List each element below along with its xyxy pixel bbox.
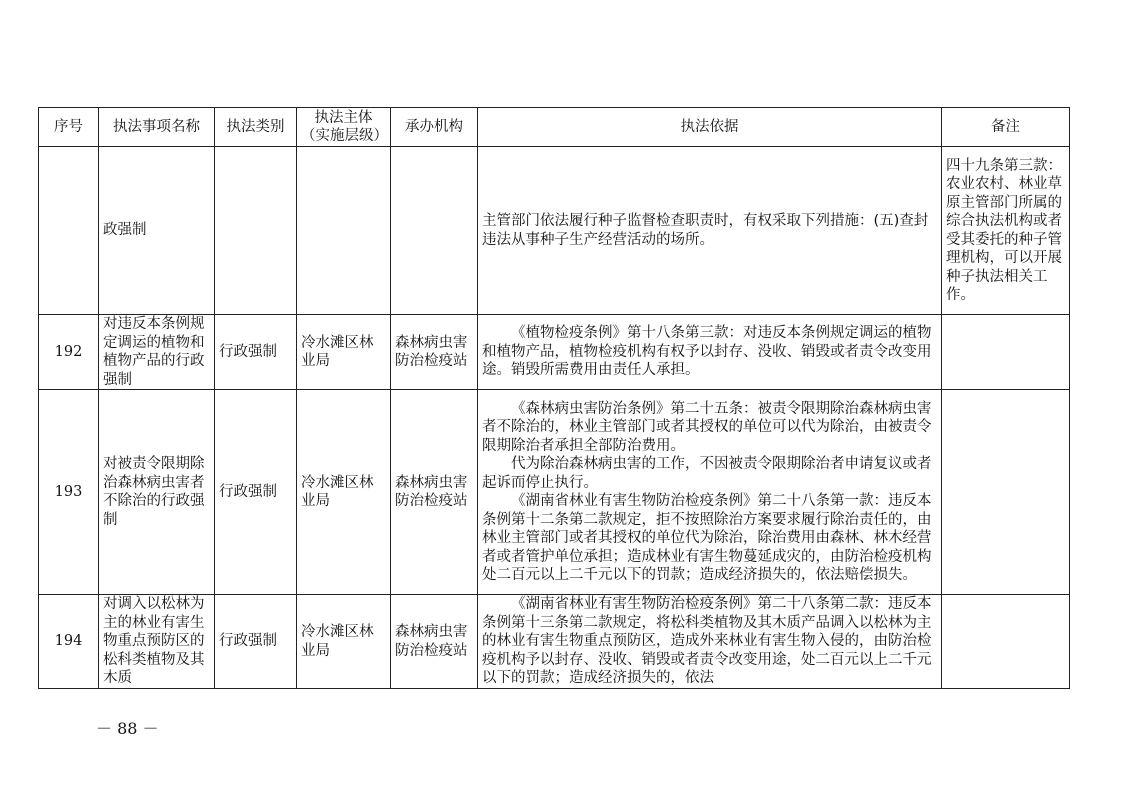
cell-note — [942, 315, 1070, 390]
cell-category: 行政强制 — [215, 315, 297, 390]
basis-paragraph: 《植物检疫条例》第十八条第三款：对违反本条例规定调运的植物和植物产品，植物检疫机构有权予以封存、没收、销毁或者责令改变用途。销毁所需费用由责任人承担。 — [482, 325, 932, 379]
cell-category — [215, 147, 297, 315]
page-number: － 88 － — [96, 719, 159, 738]
header-item: 执法事项名称 — [99, 108, 215, 147]
cell-category: 行政强制 — [215, 595, 297, 689]
cell-basis — [478, 595, 942, 689]
cell-basis: 主管部门依法履行种子监督检查职责时，有权采取下列措施：(五)查封违法从事种子生产经营活动的场所。 — [478, 147, 942, 315]
cell-seq: 194 — [39, 595, 99, 689]
cell-item: 政强制 — [99, 147, 215, 315]
cell-subject: 冷水滩区林业局 — [297, 390, 391, 595]
cell-subject — [297, 147, 391, 315]
enforcement-table — [38, 107, 1070, 689]
basis-paragraph: 《湖南省林业有害生物防治检疫条例》第二十八条第一款：违反本条例第十二条第二款规定，拒不按照除治方案要求履行除治责任的，由林业主管部门或者其授权的单位代为除治，除治费用由森林、林木经营者或者管护单位承担；造成林业有害生物蔓延成灾的，由防治检疫机构处二百元以上二千元以下的罚款；造成经济损失的，依法赔偿损失。 — [482, 493, 932, 583]
cell-seq: 193 — [39, 390, 99, 595]
table-row — [39, 390, 1070, 595]
header-seq: 序号 — [39, 108, 99, 147]
table-row — [39, 315, 1070, 390]
table-row — [39, 595, 1070, 689]
cell-category: 行政强制 — [215, 390, 297, 595]
header-subject-line1: 执法主体 — [314, 109, 373, 126]
cell-org — [391, 147, 478, 315]
cell-subject: 冷水滩区林业局 — [297, 315, 391, 390]
cell-basis — [478, 390, 942, 595]
header-category: 执法类别 — [215, 108, 297, 147]
header-row — [39, 108, 1070, 147]
cell-note — [942, 390, 1070, 595]
header-subject — [297, 108, 391, 147]
cell-seq — [39, 147, 99, 315]
cell-item: 对调入以松林为主的林业有害生物重点预防区的松科类植物及其木质 — [99, 595, 215, 689]
header-org: 承办机构 — [391, 108, 478, 147]
basis-paragraph: 代为除治森林病虫害的工作，不因被责令限期除治者申请复议或者起诉而停止执行。 — [482, 456, 932, 491]
cell-item: 对被责令限期除治森林病虫害者不除治的行政强制 — [99, 390, 215, 595]
header-note: 备注 — [942, 108, 1070, 147]
cell-note — [942, 595, 1070, 689]
table-row-continued — [39, 147, 1070, 315]
cell-subject: 冷水滩区林业局 — [297, 595, 391, 689]
header-subject-line2: （实施层级） — [301, 128, 388, 144]
basis-paragraph: 《湖南省林业有害生物防治检疫条例》第二十八条第二款：违反本条例第十三条第二款规定，将松科类植物及其木质产品调入以松林为主的林业有害生物重点预防区，造成外来林业有害生物入侵的，由防治检疫机构予以封存、没收、销毁或者责令改变用途，处二百元以上二千元以下的罚款；造成经济损失的，依法 — [482, 596, 932, 687]
cell-org: 森林病虫害防治检疫站 — [391, 315, 478, 390]
cell-org: 森林病虫害防治检疫站 — [391, 390, 478, 595]
cell-seq: 192 — [39, 315, 99, 390]
cell-org: 森林病虫害防治检疫站 — [391, 595, 478, 689]
header-basis: 执法依据 — [478, 108, 942, 147]
basis-paragraph: 《森林病虫害防治条例》第二十五条：被责令限期除治森林病虫害者不除治的，林业主管部门或者其授权的单位可以代为除治，由被责令限期除治者承担全部防治费用。 — [482, 400, 932, 454]
cell-item: 对违反本条例规定调运的植物和植物产品的行政强制 — [99, 315, 215, 390]
cell-basis — [478, 315, 942, 390]
cell-note: 四十九条第三款：农业农村、林业草原主管部门所属的综合执法机构或者受其委托的种子管理机构，可以开展种子执法相关工作。 — [942, 147, 1070, 315]
